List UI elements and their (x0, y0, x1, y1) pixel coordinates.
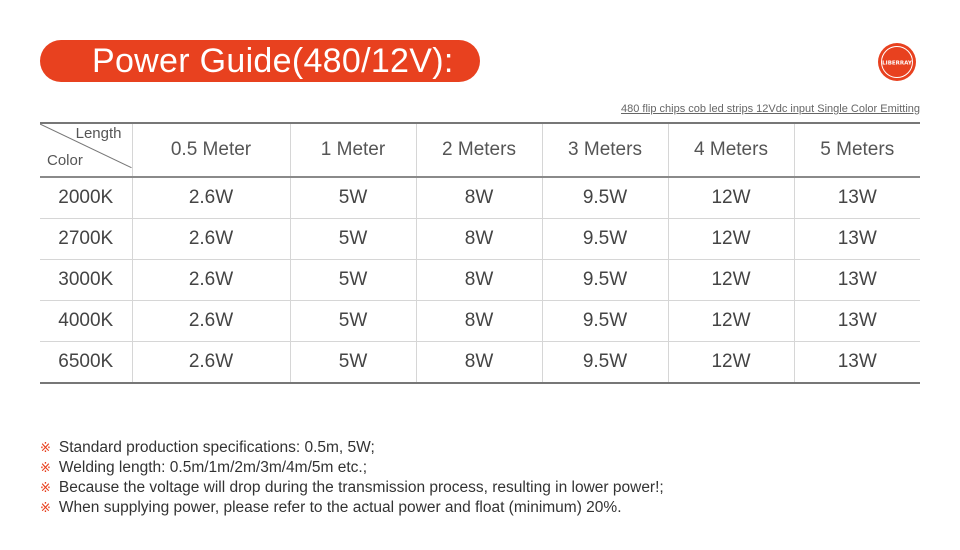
logo-text: LIBERRAY (882, 60, 912, 67)
note-text: Standard production specifications: 0.5m, 5W; (58, 439, 375, 456)
power-cell: 8W (416, 301, 542, 342)
power-cell: 9.5W (542, 260, 668, 301)
table-row (40, 219, 920, 260)
power-cell: 13W (794, 219, 920, 260)
note-text: Because the voltage will drop during the transmission process, resulting in lower power!; (58, 479, 664, 496)
table-row (40, 342, 920, 384)
column-header: 4 Meters (668, 123, 794, 177)
color-axis-label: Color (47, 152, 83, 169)
power-cell: 9.5W (542, 219, 668, 260)
row-color-cell: 2000K (58, 187, 114, 208)
note-item (40, 438, 664, 458)
length-axis-label: Length (75, 125, 122, 142)
row-color-cell: 4000K (58, 310, 114, 331)
column-header: 2 Meters (416, 123, 542, 177)
power-cell: 2.6W (132, 301, 290, 342)
table-row (40, 177, 920, 219)
corner-header-cell (40, 123, 132, 177)
power-cell: 8W (416, 177, 542, 219)
row-color-cell: 6500K (58, 351, 114, 372)
power-cell: 8W (416, 260, 542, 301)
power-cell: 2.6W (132, 260, 290, 301)
reference-mark-icon: ※ (40, 501, 51, 516)
power-cell: 5W (290, 301, 416, 342)
note-item (40, 478, 664, 498)
power-cell: 9.5W (542, 301, 668, 342)
power-cell: 8W (416, 342, 542, 384)
power-cell: 12W (668, 260, 794, 301)
power-cell: 5W (290, 219, 416, 260)
power-cell: 5W (290, 177, 416, 219)
notes-list (40, 438, 664, 518)
power-cell: 13W (794, 342, 920, 384)
power-cell: 12W (668, 177, 794, 219)
table-subtitle: 480 flip chips cob led strips 12Vdc input Single Color Emitting (621, 103, 920, 115)
column-header: 1 Meter (290, 123, 416, 177)
brand-logo (877, 42, 917, 82)
row-color-cell: 2700K (58, 228, 114, 249)
power-cell: 5W (290, 260, 416, 301)
power-cell: 13W (794, 260, 920, 301)
row-color-cell: 3000K (58, 269, 114, 290)
column-header: 0.5 Meter (132, 123, 290, 177)
power-cell: 13W (794, 177, 920, 219)
column-header: 3 Meters (542, 123, 668, 177)
note-item (40, 458, 664, 478)
power-cell: 5W (290, 342, 416, 384)
title-banner (40, 40, 480, 82)
table-header-row (40, 123, 920, 177)
power-cell: 2.6W (132, 219, 290, 260)
power-cell: 9.5W (542, 177, 668, 219)
reference-mark-icon: ※ (40, 461, 51, 476)
power-cell: 2.6W (132, 342, 290, 384)
page-title: Power Guide(480/12V): (92, 42, 454, 80)
power-cell: 12W (668, 219, 794, 260)
reference-mark-icon: ※ (40, 481, 51, 496)
power-table (40, 122, 920, 384)
power-cell: 2.6W (132, 177, 290, 219)
note-text: Welding length: 0.5m/1m/2m/3m/4m/5m etc.; (58, 459, 368, 476)
power-cell: 8W (416, 219, 542, 260)
note-item (40, 498, 664, 518)
column-header: 5 Meters (794, 123, 920, 177)
power-cell: 12W (668, 342, 794, 384)
note-text: When supplying power, please refer to the actual power and float (minimum) 20%. (58, 499, 622, 516)
power-cell: 13W (794, 301, 920, 342)
power-cell: 9.5W (542, 342, 668, 384)
power-cell: 12W (668, 301, 794, 342)
table-row (40, 260, 920, 301)
reference-mark-icon: ※ (40, 441, 51, 456)
table-row (40, 301, 920, 342)
